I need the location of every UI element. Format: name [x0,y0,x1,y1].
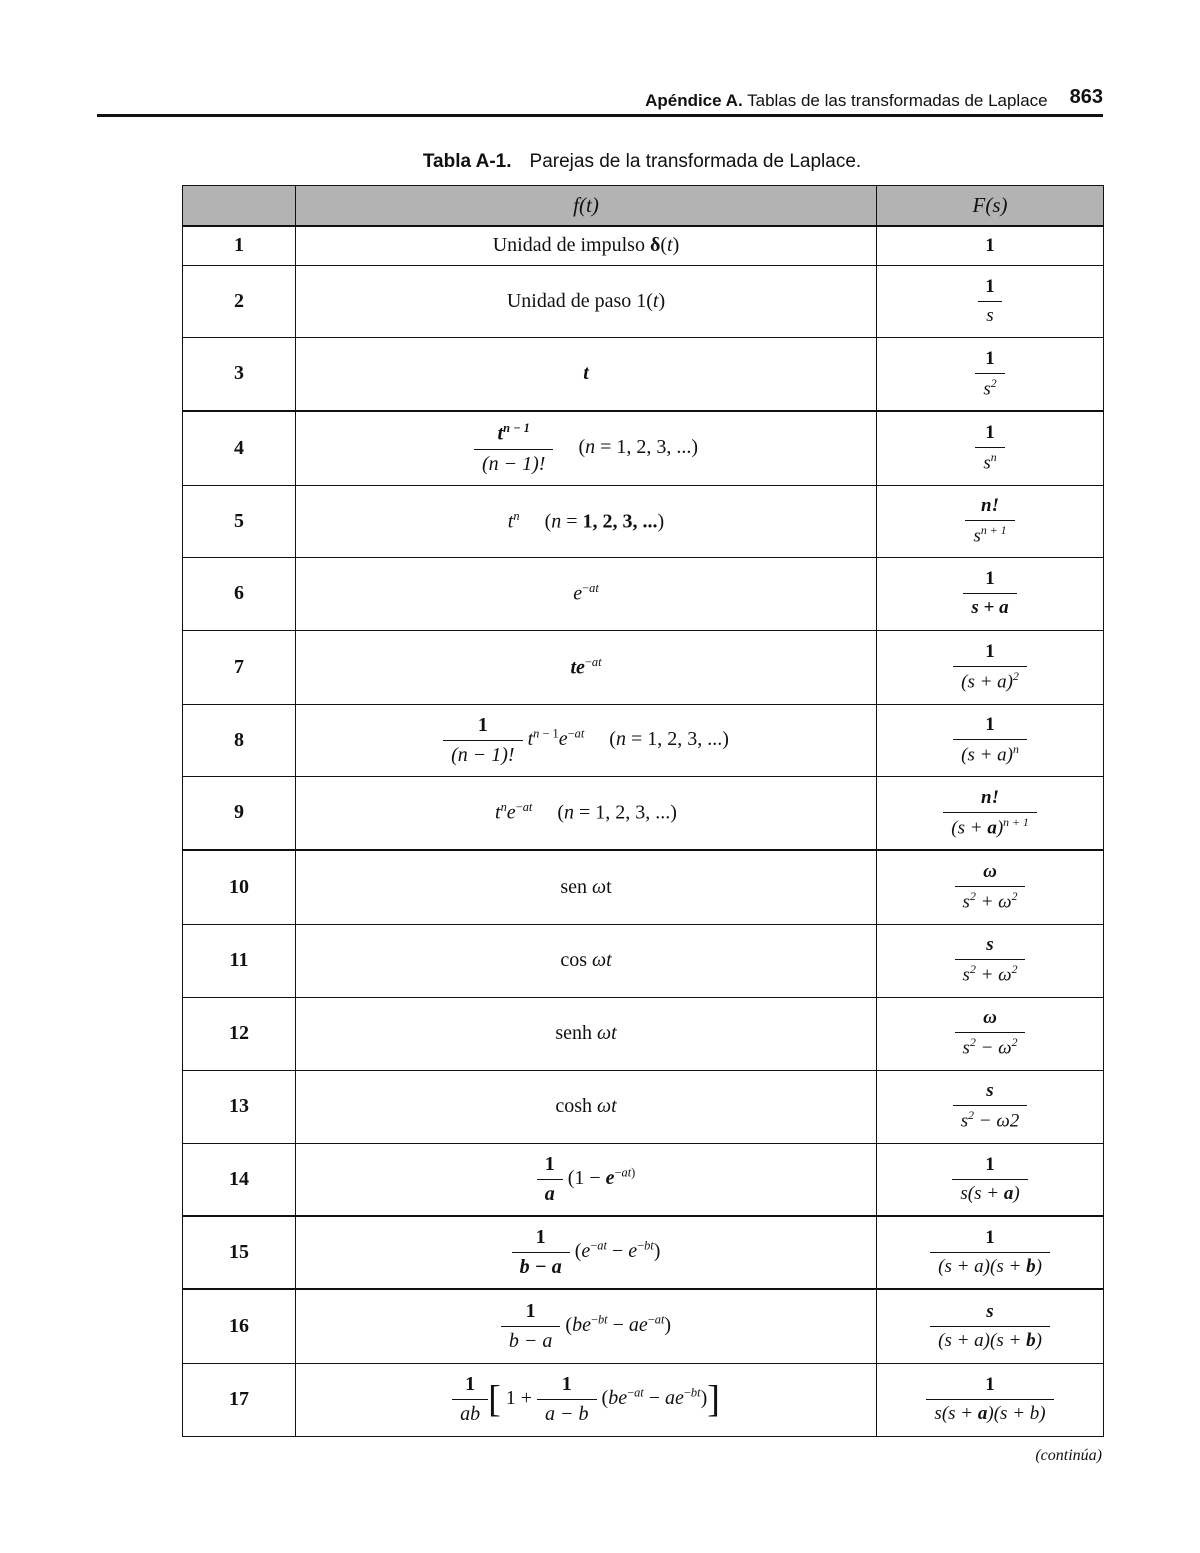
laplace-transform-cell: $\frac{1}{s(s + a)(s + b)}$ [877,1363,1104,1436]
time-function-cell: Unidad de paso 1(t) [296,265,877,337]
caption-label: Tabla A-1. [422,151,512,172]
chapter-label: Apéndice A. [645,91,743,110]
continued-note: (continúa) [1035,1447,1102,1464]
row-number: 9 [183,776,296,850]
table-row [183,485,1104,557]
row-number: 6 [183,557,296,630]
row-number: 12 [183,997,296,1070]
laplace-transform-cell: $\frac{1}{s^2}$ [877,337,1104,411]
time-function-cell: $\frac{1}{(n - 1)!}$ $t^{n - 1}e^{-at}$ (n = 1, 2, 3, ...) [296,704,877,776]
laplace-table [182,185,1104,1437]
header-index [183,186,296,227]
laplace-transform-cell: $\frac{n!}{(s + a)^{n + 1}}$ [877,776,1104,850]
header-F-of-s: F(s) [877,186,1104,227]
time-function-cell: $\frac{1}{ab}$ [ 1 + $\frac{1}{a - b}$ $(be^{-at} - ae^{-bt})$] [296,1363,877,1436]
laplace-transform-cell: $\frac{1}{(s + a)(s + b)}$ [877,1216,1104,1289]
table-row [183,924,1104,997]
header-f-of-t: f(t) [296,186,877,227]
row-number: 5 [183,485,296,557]
laplace-transform-cell: $\frac{1}{s + a}$ [877,557,1104,630]
chapter-name: Tablas de las transformadas de Laplace [747,91,1048,110]
time-function-cell: senh ωt [296,997,877,1070]
time-function-cell: $t^ne^{-at}$ (n = 1, 2, 3, ...) [296,776,877,850]
time-function-cell: cosh ωt [296,1070,877,1143]
time-function-cell: $\frac{t^{n - 1}}{(n - 1)!}$ (n = 1, 2, 3, ...) [296,411,877,485]
laplace-transform-cell: $\frac{s}{s^2 + \omega^2}$ [877,924,1104,997]
table-row [183,557,1104,630]
row-number: 16 [183,1289,296,1363]
laplace-transform-cell: 1 [877,226,1104,265]
laplace-transform-cell: $\frac{1}{s(s + a)}$ [877,1143,1104,1216]
table-row [183,704,1104,776]
running-header [97,84,1103,117]
table-row [183,1363,1104,1436]
page-number: 863 [1069,86,1103,108]
row-number: 2 [183,265,296,337]
time-function-cell: $\frac{1}{b - a}$ $(e^{-at} - e^{-bt})$ [296,1216,877,1289]
laplace-transform-cell: $\frac{s}{(s + a)(s + b)}$ [877,1289,1104,1363]
time-function-cell: t [296,337,877,411]
row-number: 3 [183,337,296,411]
table-row [183,850,1104,924]
table-row [183,411,1104,485]
row-number: 14 [183,1143,296,1216]
table-row [183,1216,1104,1289]
table-row [183,265,1104,337]
row-number: 15 [183,1216,296,1289]
table-row [183,630,1104,704]
table-row [183,337,1104,411]
time-function-cell: $\frac{1}{b - a}$ $(be^{-bt} - ae^{-at})$ [296,1289,877,1363]
table-row [183,997,1104,1070]
row-number: 17 [183,1363,296,1436]
time-function-cell: $t^n$ (n = 1, 2, 3, ...) [296,485,877,557]
laplace-transform-cell: $\frac{1}{(s + a)^2}$ [877,630,1104,704]
table-row [183,1289,1104,1363]
time-function-cell: $e^{-at}$ [296,557,877,630]
row-number: 1 [183,226,296,265]
time-function-cell: cos ωt [296,924,877,997]
table-row [183,1070,1104,1143]
time-function-cell: $te^{-at}$ [296,630,877,704]
chapter-title [645,91,1048,111]
table-row [183,776,1104,850]
table-row [183,1143,1104,1216]
table-header-row [183,186,1104,227]
time-function-cell: $\frac{1}{a}$ ($1 - e^{-at)}$ [296,1143,877,1216]
laplace-transform-cell: $\frac{s}{s^2 - \omega 2}$ [877,1070,1104,1143]
row-number: 8 [183,704,296,776]
table-row [183,226,1104,265]
row-number: 10 [183,850,296,924]
caption-title: Parejas de la transformada de Laplace. [529,151,862,172]
laplace-transform-cell: $\frac{n!}{s^{n + 1}}$ [877,485,1104,557]
row-number: 4 [183,411,296,485]
time-function-cell: sen ωt [296,850,877,924]
laplace-transform-cell: $\frac{\omega}{s^2 - \omega^2}$ [877,997,1104,1070]
time-function-cell: Unidad de impulso δ(t) [296,226,877,265]
laplace-transform-cell: $\frac{1}{s^n}$ [877,411,1104,485]
row-number: 7 [183,630,296,704]
laplace-transform-cell: $\frac{1}{s}$ [877,265,1104,337]
row-number: 13 [183,1070,296,1143]
row-number: 11 [183,924,296,997]
table-caption [0,151,1200,173]
laplace-transform-cell: $\frac{1}{(s + a)^n}$ [877,704,1104,776]
laplace-transform-cell: $\frac{\omega}{s^2 + \omega^2}$ [877,850,1104,924]
